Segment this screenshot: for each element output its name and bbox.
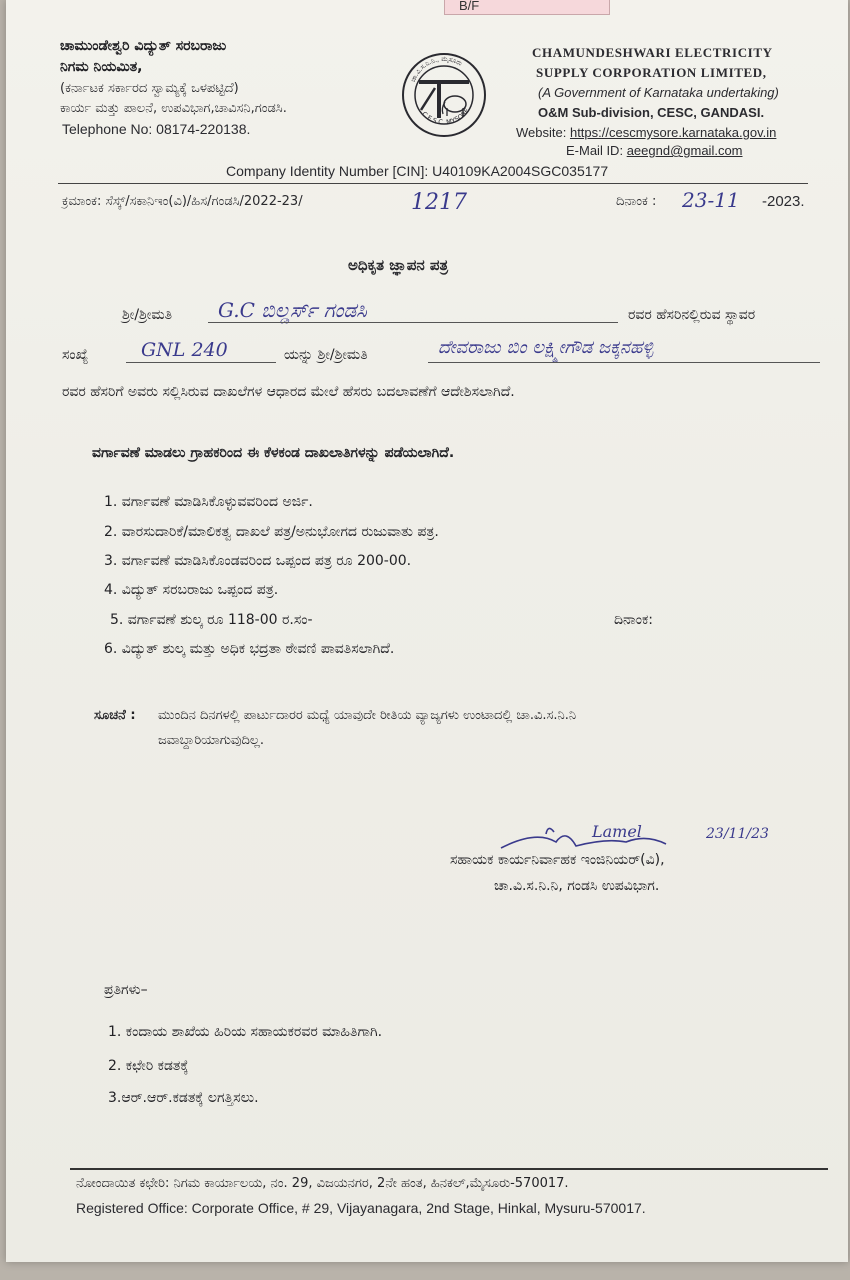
footer-divider — [70, 1168, 828, 1170]
en-office-name: O&M Sub-division, CESC, GANDASI. — [538, 105, 765, 120]
top-tab: B/F — [444, 0, 610, 15]
page-title: ಅಧಿಕೃತ ಜ್ಞಾಪನ ಪತ್ರ — [348, 256, 449, 274]
email-link[interactable]: aeegnd@gmail.com — [626, 143, 743, 158]
cin-line: Company Identity Number [CIN]: U40109KA2004SGC035177 — [226, 163, 609, 179]
website-label: Website: — [516, 125, 567, 140]
shri-label-1: ಶ್ರೀ/ಶ್ರೀಮತಿ — [122, 307, 173, 323]
rr-number-handwritten: GNL 240 — [141, 339, 228, 361]
website-link[interactable]: https://cescmysore.karnataka.gov.in — [569, 125, 777, 140]
note-line2: ಜವಾಬ್ದಾರಿಯಾಗುವುದಿಲ್ಲ. — [158, 733, 264, 748]
signature-date: 23/11/23 — [706, 826, 769, 842]
en-govt-note: (A Government of Karnataka undertaking) — [538, 85, 779, 100]
new-holder-name: ದೇವರಾಜು ಬಿಂ ಲಕ್ಷ್ಮೀಗೌಡ ಜಕ್ಕನಹಳ್ಳಿ — [438, 337, 654, 358]
copy-item-2: 2. ಕಛೇರಿ ಕಡತಕ್ಕೆ — [108, 1058, 189, 1074]
en-company-name-line1: CHAMUNDESHWARI ELECTRICITY — [532, 45, 773, 60]
document-page — [6, 0, 848, 1262]
date-handwritten: 23-11 — [682, 188, 740, 212]
reference-number-label: ಕ್ರಮಾಂಕ: ಸೆಸ್ಕ್/ಸಕಾನಿಇಂ(ವಿ)/ಹಿಸ/ಗಂಡಸಿ/2022-23/ — [62, 194, 303, 209]
document-item-5-date-label: ದಿನಾಂಕ: — [614, 612, 653, 628]
document-item-1: 1. ವರ್ಗಾವಣೆ ಮಾಡಿಸಿಕೊಳ್ಳುವವರಿಂದ ಅರ್ಜಿ. — [104, 494, 313, 510]
documents-heading: ವರ್ಗಾವಣೆ ಮಾಡಲು ಗ್ರಾಹಕರಿಂದ ಈ ಕೆಳಕಂಡ ದಾಖಲಾತಿಗಳನ್ನು ಪಡೆಯಲಾಗಿದೆ. — [92, 445, 455, 461]
reference-number-handwritten: 1217 — [411, 190, 467, 215]
telephone: Telephone No: 08174-220138. — [62, 121, 251, 137]
cesc-logo — [401, 52, 487, 138]
note-label: ಸೂಚನೆ : — [94, 708, 136, 723]
signatory-office: ಚಾ.ವಿ.ಸ.ನಿ.ನಿ, ಗಂಡಸಿ ಉಪವಿಭಾಗ. — [494, 878, 660, 894]
sankhye-label: ಸಂಖ್ಯೆ — [62, 347, 89, 363]
en-company-name-line2: SUPPLY CORPORATION LIMITED, — [536, 65, 767, 80]
footer-kannada: ನೋಂದಾಯಿತ ಕಛೇರಿ: ನಿಗಮ ಕಾರ್ಯಾಲಯ, ನಂ. 29, ವಿಜಯನಗರ, 2ನೇ ಹಂತ, ಹಿನಕಲ್,ಮೈಸೂರು-570017. — [76, 1176, 569, 1191]
copy-item-3: 3.ಆರ್.ಆರ್.ಕಡತಕ್ಕೆ ಲಗತ್ತಿಸಲು. — [108, 1090, 259, 1106]
line1-tail: ರವರ ಹೆಸರಿನಲ್ಲಿರುವ ಸ್ಥಾವರ — [628, 307, 756, 323]
new-name-underline — [428, 362, 820, 363]
document-item-3: 3. ವರ್ಗಾವಣೆ ಮಾಡಿಸಿಕೊಂಡವರಿಂದ ಒಪ್ಪಂದ ಪತ್ರ ರೂ 200-00. — [104, 553, 412, 569]
signatory-designation: ಸಹಾಯಕ ಕಾರ್ಯನಿರ್ವಾಹಕ ಇಂಜಿನಿಯರ್(ವಿ), — [450, 852, 665, 868]
signature-handwritten: Lamel — [592, 822, 642, 841]
order-line: ರವರ ಹೆಸರಿಗೆ ಅವರು ಸಲ್ಲಿಸಿರುವ ದಾಖಲೆಗಳ ಆಧಾರದ ಮೇಲೆ ಹೆಸರು ಬದಲಾವಣೆಗೆ ಆದೇಶಿಸಲಾಗಿದೆ. — [62, 384, 515, 400]
copy-item-1: 1. ಕಂದಾಯ ಶಾಖೆಯ ಹಿರಿಯ ಸಹಾಯಕರವರ ಮಾಹಿತಿಗಾಗಿ. — [108, 1024, 383, 1040]
current-holder-name: G.C ಬಿಲ್ಡರ್ಸ್ ಗಂಡಸಿ — [218, 298, 367, 322]
document-item-6: 6. ವಿದ್ಯುತ್ ಶುಲ್ಕ ಮತ್ತು ಅಧಿಕ ಭದ್ರತಾ ಠೇವಣಿ ಪಾವತಿಸಲಾಗಿದೆ. — [104, 641, 395, 657]
email-line — [566, 143, 743, 158]
document-item-2: 2. ವಾರಸುದಾರಿಕೆ/ಮಾಲಿಕತ್ವ ದಾಖಲೆ ಪತ್ರ/ಅನುಭೋಗದ ರುಜುವಾತು ಪತ್ರ. — [104, 524, 439, 540]
kn-company-name-line1: ಚಾಮುಂಡೇಶ್ವರಿ ವಿದ್ಯುತ್ ಸರಬರಾಜು — [60, 38, 227, 54]
kn-govt-note: (ಕರ್ನಾಟಕ ಸರ್ಕಾರದ ಸ್ವಾಮ್ಯಕ್ಕೆ ಒಳಪಟ್ಟಿದೆ) — [60, 81, 239, 96]
footer-english: Registered Office: Corporate Office, # 29, Vijayanagara, 2nd Stage, Hinkal, Mysuru-570017. — [76, 1200, 646, 1216]
kn-company-name-line2: ನಿಗಮ ನಿಯಮಿತ, — [60, 59, 143, 75]
line2-mid: ಯನ್ನು ಶ್ರೀ/ಶ್ರೀಮತಿ — [284, 347, 368, 363]
copies-heading: ಪ್ರತಿಗಳು– — [104, 982, 148, 998]
document-item-5: 5. ವರ್ಗಾವಣೆ ಶುಲ್ಕ ರೂ 118-00 ರ.ಸಂ- — [110, 612, 313, 628]
header-divider — [58, 183, 808, 184]
note-line1: ಮುಂದಿನ ದಿನಗಳಲ್ಲಿ ಪಾರ್ಟುದಾರರ ಮಧ್ಯೆ ಯಾವುದೇ ರೀತಿಯ ವ್ಯಾಜ್ಯಗಳು ಉಂಟಾದಲ್ಲಿ ಚಾ.ವಿ.ಸ.ನಿ.ನಿ — [158, 708, 577, 723]
email-label: E-Mail ID: — [566, 143, 624, 158]
date-label: ದಿನಾಂಕ : — [616, 194, 657, 209]
name-underline — [208, 322, 618, 323]
website-line — [516, 125, 776, 140]
kn-office-name: ಕಾರ್ಯ ಮತ್ತು ಪಾಲನೆ, ಉಪವಿಭಾಗ,ಚಾವಿಸನಿ,ಗಂಡಸಿ. — [60, 101, 287, 116]
date-year: -2023. — [762, 193, 805, 210]
svg-text:C.E.S.C. MYSORE: C.E.S.C. MYSORE — [420, 106, 472, 127]
rr-underline — [126, 362, 276, 363]
document-item-4: 4. ವಿದ್ಯುತ್ ಸರಬರಾಜು ಒಪ್ಪಂದ ಪತ್ರ. — [104, 582, 279, 598]
svg-text:ಚಾ.ವಿ.ಸ.ನಿ.ನಿ., ಮೈಸೂರು: ಚಾ.ವಿ.ಸ.ನಿ.ನಿ., ಮೈಸೂರು — [408, 54, 464, 84]
